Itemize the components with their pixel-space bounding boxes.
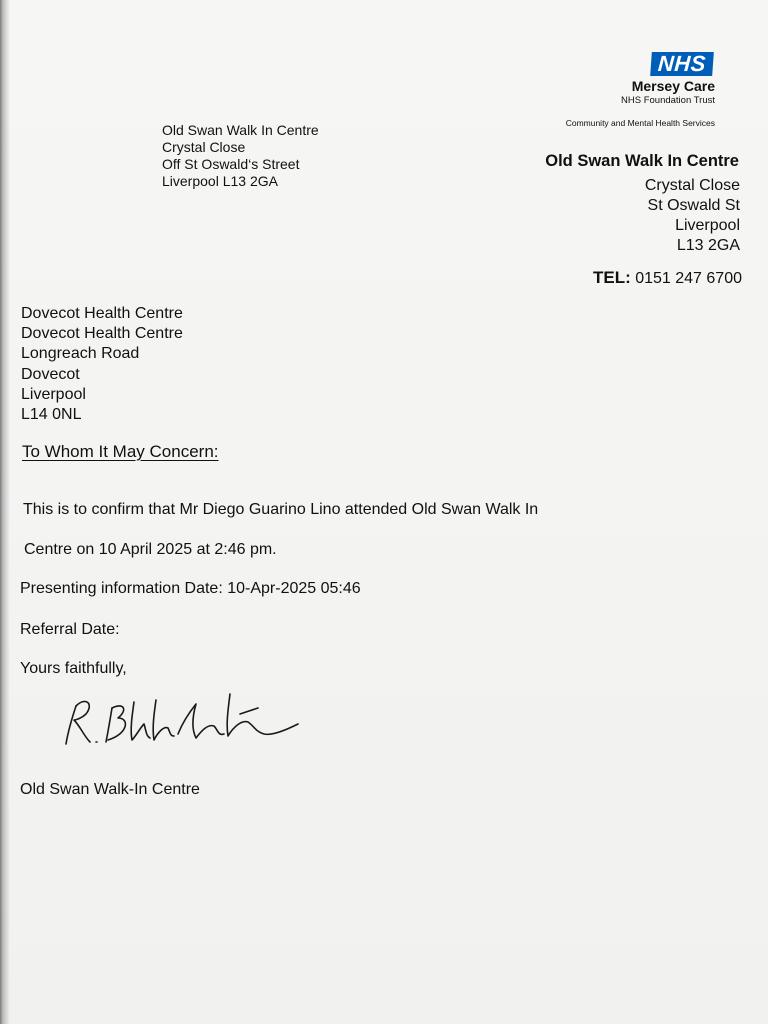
body-line: Centre on 10 April 2025 at 2:46 pm. bbox=[24, 541, 277, 558]
sender-address-line: Crystal Close bbox=[162, 139, 246, 155]
recipient-address-line: Dovecot Health Centre bbox=[21, 305, 183, 322]
recipient-address-line: Dovecot bbox=[21, 365, 80, 383]
centre-address-line: L13 2GA bbox=[676, 237, 740, 254]
sender-address-line: Off St Oswald‘s Street bbox=[162, 156, 300, 172]
sender-address bbox=[162, 122, 319, 190]
closing: Yours faithfully, bbox=[20, 660, 127, 677]
nhs-logo: NHS bbox=[650, 52, 714, 76]
telephone bbox=[440, 268, 742, 288]
tel-number: 0151 247 6700 bbox=[635, 270, 742, 287]
tel-label: TEL: bbox=[592, 268, 631, 287]
centre-address-line: Liverpool bbox=[675, 217, 740, 234]
signature bbox=[58, 684, 308, 754]
org-subtitle: NHS Foundation Trust bbox=[621, 95, 715, 106]
referral-date: Referral Date: bbox=[20, 621, 120, 638]
sender-address-line: Liverpool L13 2GA bbox=[162, 173, 278, 189]
signed-by: Old Swan Walk-In Centre bbox=[20, 781, 200, 798]
centre-title: Old Swan Walk In Centre bbox=[545, 152, 739, 170]
recipient-address-line: Liverpool bbox=[21, 385, 86, 403]
org-name: Mersey Care bbox=[631, 78, 715, 94]
sender-address-line: Old Swan Walk In Centre bbox=[162, 122, 319, 138]
recipient-address-line: Longreach Road bbox=[21, 345, 140, 363]
recipient-address-line: Dovecot Health Centre bbox=[21, 325, 183, 343]
page-edge-shadow bbox=[0, 0, 10, 1024]
centre-address-line: Crystal Close bbox=[644, 177, 740, 194]
org-service: Community and Mental Health Services bbox=[565, 118, 715, 128]
presenting-information: Presenting information Date: 10-Apr-2025 05:46 bbox=[20, 580, 361, 597]
recipient-address bbox=[21, 304, 183, 425]
recipient-address-line: L14 0NL bbox=[21, 406, 82, 424]
body-line: This is to confirm that Mr Diego Guarino Lino attended Old Swan Walk In bbox=[23, 501, 539, 518]
salutation: To Whom It May Concern: bbox=[22, 442, 219, 461]
centre-address bbox=[440, 176, 740, 256]
centre-address-line: St Oswald St bbox=[647, 197, 740, 214]
